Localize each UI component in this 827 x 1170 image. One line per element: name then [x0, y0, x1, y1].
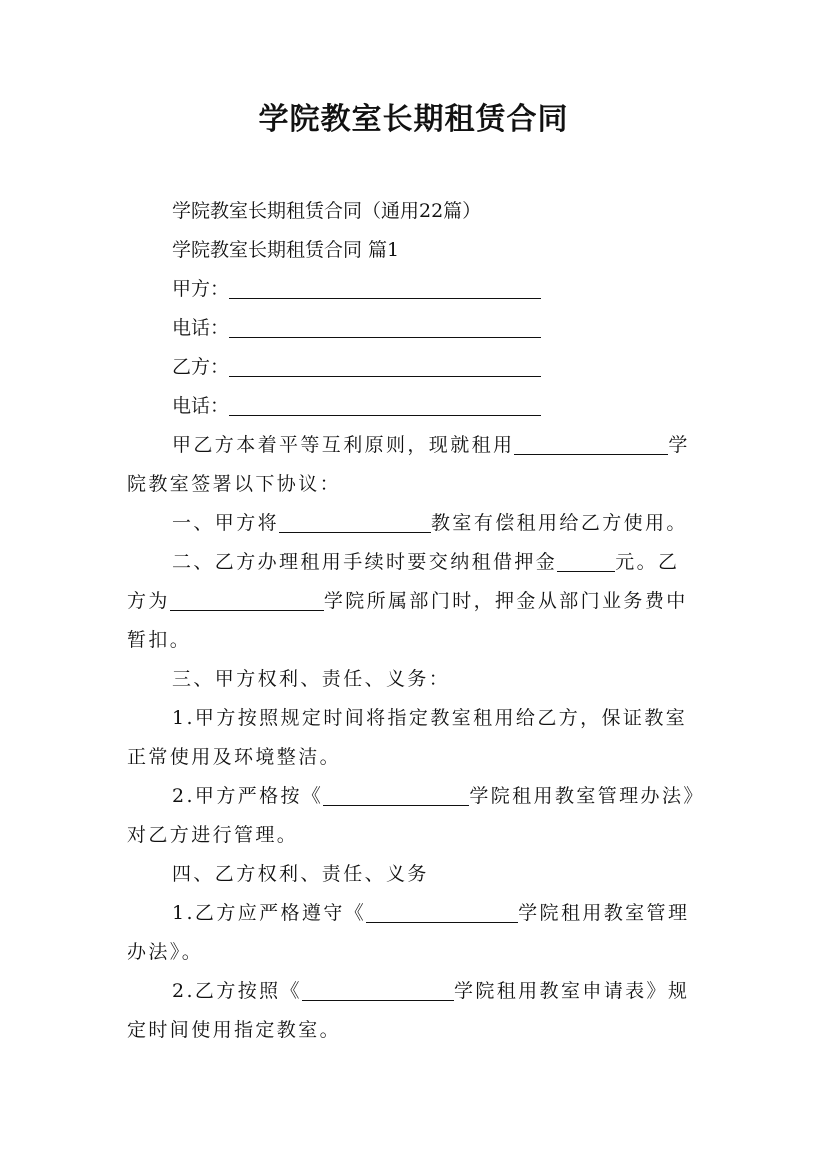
section-3-item-1-line-2: 正常使用及环境整洁。 [127, 746, 342, 768]
clause-1: 一、甲方将 教室有偿租用给乙方使用。 [172, 512, 688, 534]
section-3-item-2-blank [323, 783, 469, 806]
section-3-item-2-line-1: 2.甲方严格按《 学院租用教室管理办法》 [172, 785, 705, 807]
document-title: 学院教室长期租赁合同 [258, 102, 569, 137]
section-4-item-2-line-1: 2.乙方按照《 学院租用教室申请表》规 [172, 980, 690, 1002]
intro-blank [514, 432, 668, 455]
party-b-blank [229, 354, 541, 377]
party-a-phone-field [172, 308, 541, 348]
section-4-item-2-blank [302, 978, 454, 1001]
party-b-phone-label: 电话： [172, 395, 230, 417]
party-b-phone-field [172, 386, 541, 426]
party-b-phone-blank [229, 393, 541, 416]
party-b-label: 乙方： [172, 356, 230, 378]
intro-line-2: 院教室签署以下协议： [127, 473, 342, 495]
section-4-item-2-line-2: 定时间使用指定教室。 [127, 1019, 342, 1041]
party-a-phone-label: 电话： [172, 317, 230, 339]
clause-1-blank [279, 510, 431, 533]
deposit-blank [557, 549, 615, 572]
party-a-label: 甲方： [172, 278, 230, 300]
clause-2-blank [170, 588, 324, 611]
section-heading: 学院教室长期租赁合同 篇1 [172, 239, 400, 261]
party-a-phone-blank [229, 315, 541, 338]
section-3-heading: 三、甲方权利、责任、义务： [172, 668, 451, 690]
section-4-item-1-line-1: 1.乙方应严格遵守《 学院租用教室管理 [172, 902, 690, 924]
section-3-item-2-line-2: 对乙方进行管理。 [127, 824, 299, 846]
party-b-field [172, 347, 541, 387]
document-subtitle: 学院教室长期租赁合同（通用22篇） [172, 200, 482, 222]
clause-2-line-2: 方为 学院所属部门时，押金从部门业务费中 [127, 590, 688, 612]
party-a-field [172, 269, 541, 309]
section-3-item-1-line-1: 1.甲方按照规定时间将指定教室租用给乙方，保证教室 [172, 707, 688, 729]
section-4-heading: 四、乙方权利、责任、义务 [172, 863, 429, 885]
clause-2-line-1: 二、乙方办理租用手续时要交纳租借押金 元。乙 [172, 551, 680, 573]
section-4-item-1-blank [366, 900, 518, 923]
section-4-item-1-line-2: 办法》。 [127, 941, 204, 963]
clause-2-line-3: 暂扣。 [127, 629, 192, 651]
party-a-blank [229, 276, 541, 299]
intro-line-1: 甲乙方本着平等互利原则，现就租用 学 [172, 434, 690, 456]
